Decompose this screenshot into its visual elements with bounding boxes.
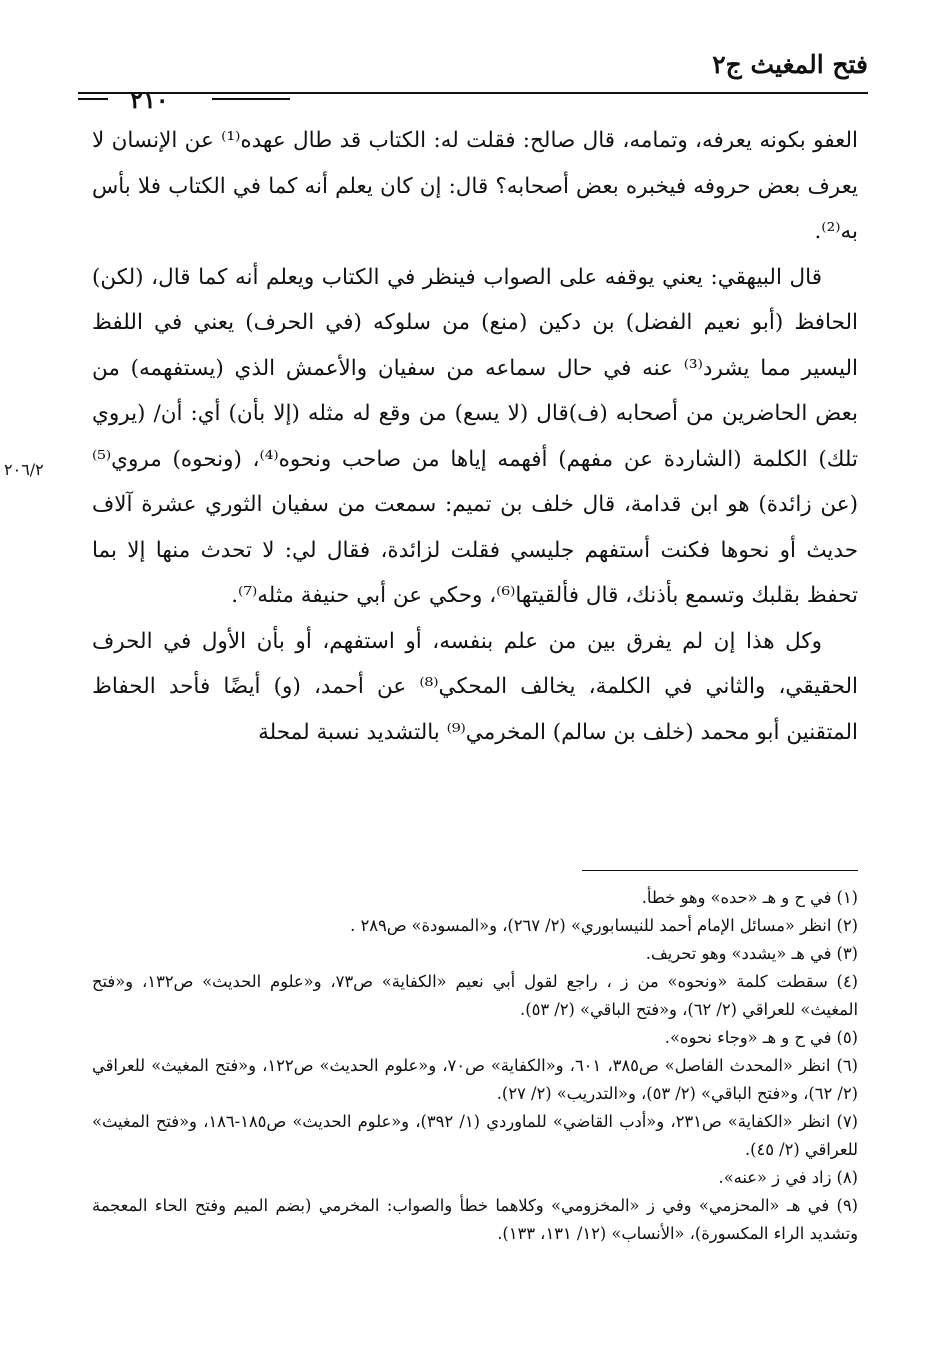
paragraph: قال البيهقي: يعني يوقفه على الصواب فينظر في الكتاب ويعلم أنه كما قال، (لكن) الحافظ (أبو نعيم الفضل) بن دكين (منع) من سلوكه (في الحرف) يعني في اللفظ اليسير مما يشرد⁽³⁾ عنه في حال سماعه من سفيان والأعمش الذي (يستفهمه) من بعض الحاضرين من أصحابه (ف)قال (لا يسع) من وقع له مثله (إلا بأن) أي: أن/ (يروي تلك) الكلمة (الشاردة عن مفهم) أفهمه إياها من صاحب ونحوه⁽⁴⁾، (ونحوه) مروي⁽⁵⁾ (عن زائدة) هو ابن قدامة، قال خلف بن تميم: سمعت من سفيان الثوري عشرة آلاف حديث أو نحوها فكنت أستفهم جليسي فقلت لزائدة، فقال لي: لا تحدث منها إلا بما تحفظ بقلبك وتسمع بأذنك، قال فألقيتها⁽⁶⁾، وحكي عن أبي حنيفة مثله⁽⁷⁾. [92,264,859,608]
paragraph: وكل هذا إن لم يفرق بين من علم بنفسه، أو استفهم، أو بأن الأول في الحرف الحقيقي، والثاني في الكلمة، يخالف المحكي⁽⁸⁾ عن أحمد، (و) أيضًا فأحد الحفاظ المتقنين أبو محمد (خلف بن سالم) المخرمي⁽⁹⁾ بالتشديد نسبة لمحلة [92,628,858,745]
running-title: فتح المغيث ج٢ [712,50,868,79]
footnotes [92,884,858,1248]
header-rule [78,92,868,94]
footnote: (٨) زاد في ز «عنه». [718,1168,858,1187]
page-header [78,40,868,114]
page-number-rule-left [78,98,108,100]
margin-reference: ٢٠٦/٢ [4,460,44,479]
footnote: (٩) في هـ «المحزمي» وفي ز «المخزومي» وكلاهما خطأ والصواب: المخرمي (بضم الميم وفتح الحاء المعجمة وتشديد الراء المكسورة)، «الأنساب» (١٢/ ١٣١، ١٣٣). [92,1196,858,1243]
paragraph: العفو بكونه يعرفه، وتمامه، قال صالح: فقلت له: الكتاب قد طال عهده⁽¹⁾ عن الإنسان لا يعرف بعض حروفه فيخبره بعض أصحابه؟ قال: إن كان يعلم أنه كما في الكتاب فلا بأس به⁽²⁾. [92,128,858,244]
main-text [4,118,859,755]
footnote-separator [582,870,858,871]
footnote: (٥) في ح و هـ «وجاء نحوه». [664,1028,858,1047]
footnote: (١) في ح و هـ «حده» وهو خطأ. [641,888,858,907]
footnote: (٢) انظر «مسائل الإمام أحمد للنيسابوري» (٢/ ٢٦٧)، و«المسودة» ص٢٨٩ . [350,916,858,935]
footnote: (٧) انظر «الكفاية» ص٢٣١، و«أدب القاضي» للماوردي (١/ ٣٩٢)، و«علوم الحديث» ص١٨٥-١٨٦، و«فتح المغيث» للعراقي (٢/ ٤٥). [92,1112,858,1159]
footnote: (٦) انظر «المحدث الفاصل» ص٣٨٥، ٦٠١، و«الكفاية» ص٧٠، و«علوم الحديث» ص١٢٢، و«فتح المغيث» للعراقي (٢/ ٦٢)، و«فتح الباقي» (٢/ ٥٣)، و«التدريب» (٢/ ٢٧). [92,1056,859,1103]
page-number: ٢١٠ [130,85,169,114]
page-number-rule-right [212,98,290,100]
footnote: (٣) في هـ «يشدد» وهو تحريف. [645,944,858,963]
footnote: (٤) سقطت كلمة «ونحوه» من ز ، راجع لقول أبي نعيم «الكفاية» ص٧٣، و«علوم الحديث» ص١٣٢، و«فتح المغيث» للعراقي (٢/ ٦٢)، و«فتح الباقي» (٢/ ٥٣). [92,972,859,1019]
